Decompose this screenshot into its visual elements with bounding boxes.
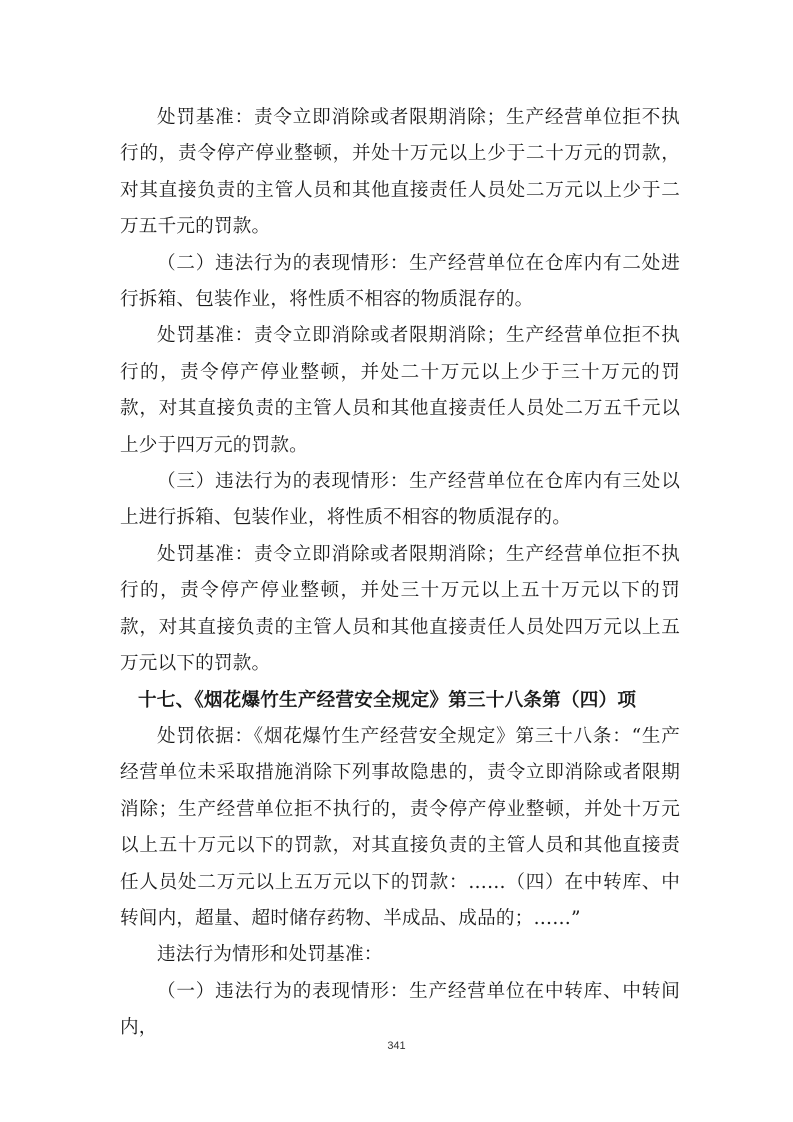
penalty-standard-paragraph-2: 处罚基准：责令立即消除或者限期消除；生产经营单位拒不执行的，责令停产停业整顿，并处二十万元以上少于三十万元的罚款，对其直接负责的主管人员和其他直接责任人员处二万五千元以上少于四万元的罚款。: [120, 325, 680, 456]
penalty-basis-paragraph: 处罚依据：《烟花爆竹生产经营安全规定》第三十八条：“生产经营单位未采取措施消除下列事故隐患的，责令立即消除或者限期消除；生产经营单位拒不执行的，责令停产停业整顿，并处十万元以上五十万元以下的罚款，对其直接负责的主管人员和其他直接责任人员处二万元以上五万元以下的罚款：……（四）在中转库、中转间内，超量、超时储存药物、半成品、成品的；……”: [120, 725, 680, 929]
violation-standards-intro: 违法行为情形和处罚基准：: [157, 944, 383, 966]
page-number: 341: [387, 1040, 406, 1052]
violation-case-1-paragraph: （一）违法行为的表现情形：生产经营单位在中转库、中转间内，: [120, 980, 680, 1039]
penalty-standard-paragraph-3: 处罚基准：责令立即消除或者限期消除；生产经营单位拒不执行的，责令停产停业整顿，并处三十万元以上五十万元以下的罚款，对其直接负责的主管人员和其他直接责任人员处四万元以上五万元以下的罚款。: [120, 543, 680, 675]
section-heading-17: 十七、《烟花爆竹生产经营安全规定》第三十八条第（四）项: [138, 689, 637, 711]
violation-case-2-paragraph: （二）违法行为的表现情形：生产经营单位在仓库内有二处进行拆箱、包装作业，将性质不相容的物质混存的。: [120, 252, 680, 311]
violation-case-3-paragraph: （三）违法行为的表现情形：生产经营单位在仓库内有三处以上进行拆箱、包装作业，将性质不相容的物质混存的。: [120, 471, 680, 529]
penalty-standard-paragraph-1: 处罚基准：责令立即消除或者限期消除；生产经营单位拒不执行的，责令停产停业整顿，并处十万元以上少于二十万元的罚款，对其直接负责的主管人员和其他直接责任人员处二万元以上少于二万五千元的罚款。: [120, 107, 680, 238]
document-body: [120, 100, 680, 1047]
